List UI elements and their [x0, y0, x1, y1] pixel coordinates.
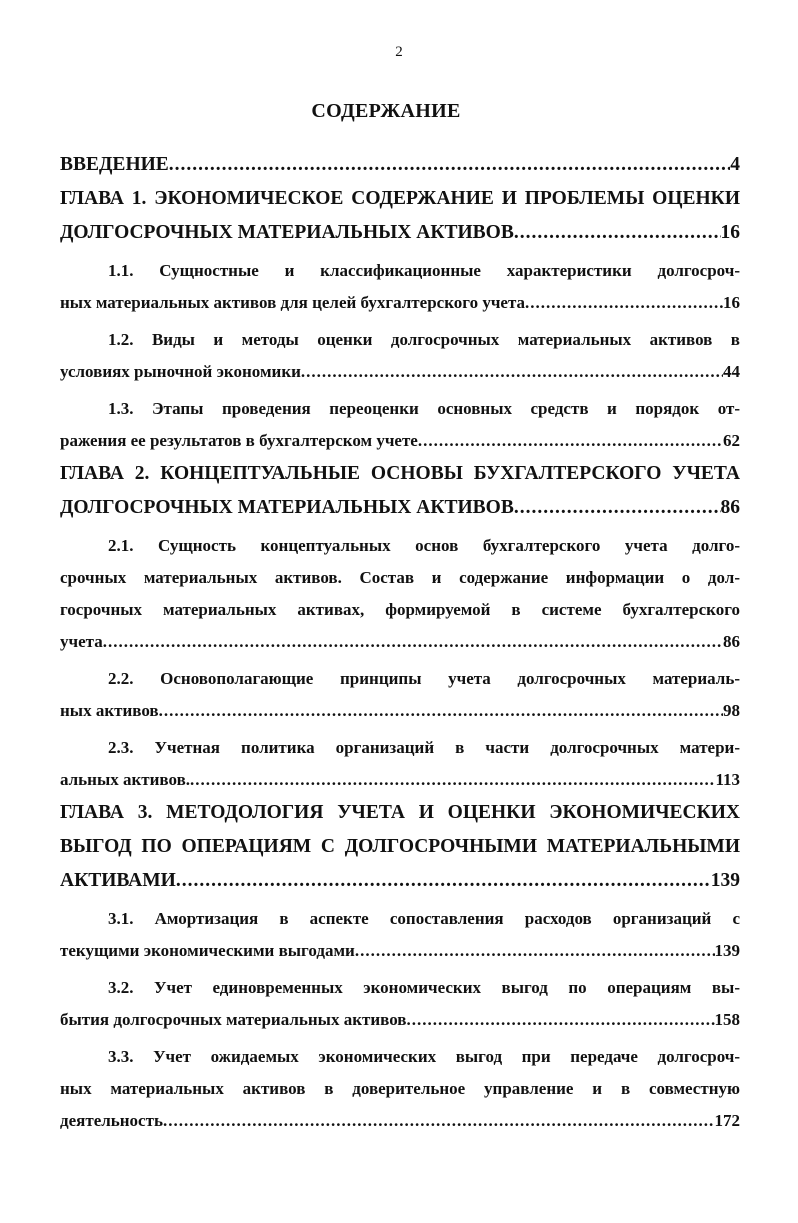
toc-leader-dots: [103, 626, 723, 658]
toc-page-number: 16: [720, 222, 740, 243]
toc-entry-intro: [60, 148, 740, 182]
toc-leader-dots: [301, 356, 723, 388]
toc-entry-section: [60, 732, 740, 796]
toc-entry-last-line: [60, 1105, 740, 1137]
toc-page-number: 62: [723, 431, 740, 450]
toc-entry-line: ных материальных активов в доверительное управление и в совместную: [60, 1079, 740, 1098]
toc-entry-chapter: [60, 796, 740, 898]
toc-page-number: 172: [714, 1111, 740, 1130]
toc-entry-section: [60, 530, 740, 658]
toc-entry-title: АКТИВАМИ: [60, 870, 176, 891]
page-number: 2: [395, 44, 403, 60]
toc-entry-line: госрочных материальных активах, формируемой в системе бухгалтерского: [60, 600, 740, 619]
toc-page-number: 44: [723, 362, 740, 381]
toc-entry-line: 1.3. Этапы проведения переоценки основных средств и порядок от-: [108, 399, 740, 418]
toc-entry-line: 2.2. Основополагающие принципы учета долгосрочных материаль-: [108, 669, 740, 688]
toc-entry-title: деятельность: [60, 1111, 163, 1130]
toc-leader-dots: [514, 491, 721, 525]
toc-entry-last-line: [60, 216, 740, 250]
toc-entry-title: учета: [60, 632, 103, 651]
toc-leader-dots: [406, 1004, 714, 1036]
table-of-contents: [60, 148, 740, 1137]
toc-leader-dots: [169, 148, 730, 182]
toc-page-number: 86: [723, 632, 740, 651]
toc-entry-section: [60, 903, 740, 967]
toc-entry-last-line: [60, 626, 740, 658]
toc-entry-last-line: [60, 491, 740, 525]
toc-page-number: 86: [720, 497, 740, 518]
toc-entry-line: ГЛАВА 1. ЭКОНОМИЧЕСКОЕ СОДЕРЖАНИЕ И ПРОБЛЕМЫ ОЦЕНКИ: [60, 188, 740, 209]
toc-page-number: 16: [723, 293, 740, 312]
toc-leader-dots: [163, 1105, 715, 1137]
toc-entry-last-line: [60, 764, 740, 796]
toc-entry-title: ных активов: [60, 701, 159, 720]
toc-leader-dots: [418, 425, 723, 457]
toc-entry-last-line: [60, 864, 740, 898]
toc-entry-title: текущими экономическими выгодами: [60, 941, 355, 960]
toc-entry-section: [60, 393, 740, 457]
toc-entry-line: 2.1. Сущность концептуальных основ бухгалтерского учета долго-: [108, 536, 740, 555]
toc-leader-dots: [159, 695, 723, 727]
toc-entry-line: 3.2. Учет единовременных экономических выгод по операциям вы-: [108, 978, 740, 997]
toc-entry-title: ДОЛГОСРОЧНЫХ МАТЕРИАЛЬНЫХ АКТИВОВ: [60, 497, 514, 518]
toc-entry-title: бытия долгосрочных материальных активов: [60, 1010, 407, 1029]
toc-page-number: 158: [714, 1010, 740, 1029]
toc-entry-last-line: [60, 425, 740, 457]
toc-title: СОДЕРЖАНИЕ: [311, 100, 461, 122]
toc-entry-line: 3.1. Амортизация в аспекте сопоставления расходов организаций с: [108, 909, 740, 928]
toc-entry-title: условиях рыночной экономики: [60, 362, 301, 381]
toc-entry-chapter: [60, 182, 740, 250]
toc-entry-title: ражения ее результатов в бухгалтерском учете: [60, 431, 418, 450]
toc-entry-line: 1.1. Сущностные и классификационные характеристики долгосроч-: [108, 261, 740, 280]
toc-entry-section: [60, 324, 740, 388]
toc-entry-section: [60, 663, 740, 727]
toc-page-number: 113: [715, 770, 740, 789]
toc-entry-section: [60, 255, 740, 319]
toc-entry-line: 1.2. Виды и методы оценки долгосрочных материальных активов в: [108, 330, 740, 349]
toc-leader-dots: [355, 935, 715, 967]
toc-entry-last-line: [60, 695, 740, 727]
toc-entry-section: [60, 972, 740, 1036]
toc-entry-chapter: [60, 457, 740, 525]
toc-page-number: 4: [730, 154, 740, 175]
toc-entry-last-line: [60, 356, 740, 388]
toc-entry-line: ГЛАВА 3. МЕТОДОЛОГИЯ УЧЕТА И ОЦЕНКИ ЭКОНОМИЧЕСКИХ: [60, 802, 740, 823]
toc-page-number: 139: [710, 870, 740, 891]
toc-entry-last-line: [60, 148, 740, 182]
toc-entry-line: ГЛАВА 2. КОНЦЕПТУАЛЬНЫЕ ОСНОВЫ БУХГАЛТЕРСКОГО УЧЕТА: [60, 463, 740, 484]
toc-entry-line: срочных материальных активов. Состав и содержание информации о дол-: [60, 568, 740, 587]
toc-leader-dots: [176, 864, 711, 898]
toc-entry-title: ДОЛГОСРОЧНЫХ МАТЕРИАЛЬНЫХ АКТИВОВ: [60, 222, 514, 243]
toc-leader-dots: [190, 764, 715, 796]
toc-entry-last-line: [60, 287, 740, 319]
toc-entry-section: [60, 1041, 740, 1137]
toc-entry-title: ных материальных активов для целей бухгалтерского учета: [60, 293, 526, 312]
toc-entry-last-line: [60, 1004, 740, 1036]
toc-leader-dots: [514, 216, 721, 250]
toc-entry-line: 2.3. Учетная политика организаций в части долгосрочных матери-: [108, 738, 740, 757]
toc-entry-line: ВЫГОД ПО ОПЕРАЦИЯМ С ДОЛГОСРОЧНЫМИ МАТЕРИАЛЬНЫМИ: [60, 836, 740, 857]
toc-entry-title: альных активов.: [60, 770, 191, 789]
toc-entry-line: 3.3. Учет ожидаемых экономических выгод при передаче долгосроч-: [108, 1047, 740, 1066]
toc-page-number: 98: [723, 701, 740, 720]
toc-page-number: 139: [714, 941, 740, 960]
toc-entry-title: ВВЕДЕНИЕ: [60, 154, 169, 175]
toc-leader-dots: [525, 287, 723, 319]
toc-entry-last-line: [60, 935, 740, 967]
